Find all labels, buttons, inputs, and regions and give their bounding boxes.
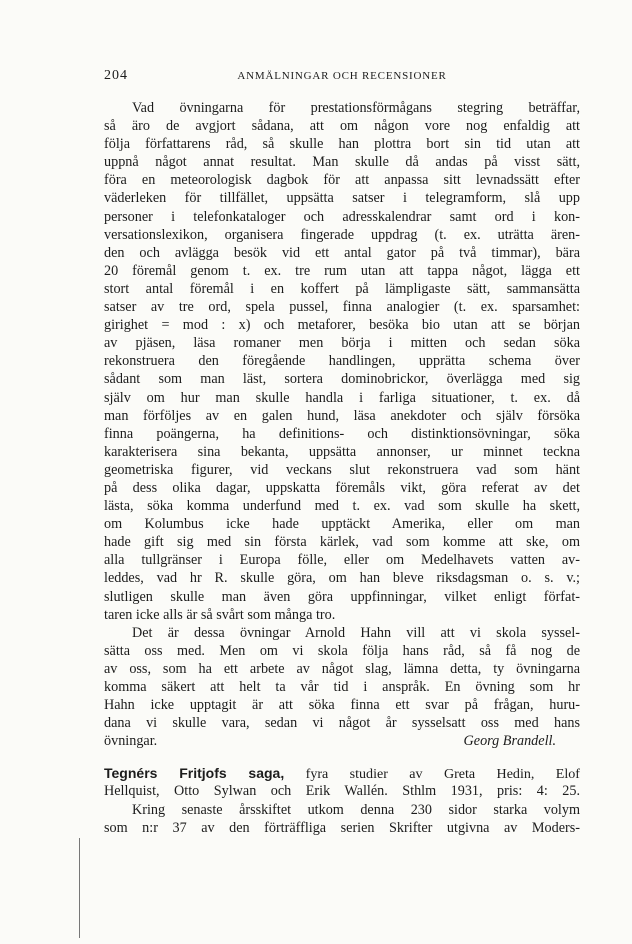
text-line-with-signature (104, 732, 580, 750)
text-line: girighet = mod : x) och metaforer, besöka bio utan att se början (104, 317, 580, 334)
text-line: om Kolumbus icke hade upptäckt Amerika, eller om man (104, 516, 580, 533)
running-title: ANMÄLNINGAR OCH RECENSIONER (237, 70, 447, 82)
book-authors: fyra studier av Greta Hedin, Elof (305, 766, 580, 783)
text-line: så äro de avgjort sådana, att om någon vore nog enfaldig att (104, 118, 580, 135)
text-line: hade gift sig med sin första kärlek, vad som komme att ske, om (104, 534, 580, 551)
text-line: man förföljes av en galen hund, läsa anekdoter och själv försöka (104, 407, 580, 424)
text-line: personer i telefonkataloger och adresskalendrar samt ord i kon- (104, 208, 580, 225)
text-line: karakterisera sina bekanta, uppsätta annonser, ur minnet teckna (104, 443, 580, 460)
text-line: väderleken för tillfället, uppsätta satser i telegramform, slå upp (104, 190, 580, 207)
text-line: själv om hur man skulle handla i farliga situationer, t. ex. då (104, 389, 580, 406)
section-gap (104, 750, 580, 764)
text-line: versationslexikon, organisera fingerade uppdrag (t. ex. uträtta ären- (104, 226, 580, 243)
text-line: sätta oss med. Men om vi skola följa hans råd, så få nog de (104, 642, 580, 659)
reviewer-signature: Georg Brandell. (463, 733, 556, 750)
review-heading-line (104, 764, 580, 782)
book-title: Tegnérs Fritjofs saga, (104, 765, 285, 782)
text-line: den och avlägga besök vid ett antal gator på två timmar), bära (104, 244, 580, 261)
text-line: Hahn icke upptagit är att söka finna ett svar på frågan, huru- (104, 697, 580, 714)
text-line: av oss, som ha ett arbete av något slag, lämna detta, ty övningarna (104, 660, 580, 677)
page-text (104, 99, 580, 837)
text-line: leddes, vad hr R. skulle göra, om han bleve riksdagsman o. s. v.; (104, 570, 580, 587)
text-line: som n:r 37 av den förträffliga serien Skrifter utgivna av Moders- (104, 819, 580, 836)
text-line: av pjäsen, läsa romaner men börja i mitten och sedan söka (104, 335, 580, 352)
text-line: lästa, söka komma underfund med t. ex. vad som skulle ha skett, (104, 498, 580, 515)
page-number: 204 (104, 68, 128, 83)
text-line: Vad övningarna för prestationsförmågans stegring beträffar, (132, 100, 580, 116)
book-imprint: Hellquist, Otto Sylwan och Erik Wallén. Sthlm 1931, pris: 4: 25. (104, 783, 580, 800)
text-line: alla tullgränser i Europa fölle, eller om Medelhavets vatten av- (104, 552, 580, 569)
text-line: 20 föremål genom t. ex. tre rum utan att tappa något, lägga ett (104, 262, 580, 279)
text-line: satser av tre ord, spela pussel, finna analogier (t. ex. sparsamhet: (104, 299, 580, 316)
text-line: geometriska figurer, vid veckans slut rekonstruera vad som hänt (104, 461, 580, 478)
text-line: dana vi skulle vara, sedan vi något år sysselsatt oss med hans (104, 715, 580, 732)
text-line: komma säkert att helt ta vår tid i anspråk. En övning som hr (104, 679, 580, 695)
text-line: sådant som man läst, sortera dominobrickor, överlägga med sig (104, 371, 580, 388)
review-brandell (104, 99, 580, 750)
paragraph-conclusion (104, 624, 580, 751)
text-line: på dess olika dagar, uppskatta föremåls vikt, göra referat av det (104, 479, 580, 496)
text-line: taren icke alls är så svårt som många tro. (104, 606, 336, 623)
text-line: rekonstruera den föregående handlingen, upprätta schema över (104, 353, 580, 370)
paragraph-exercises (104, 99, 580, 624)
text-line: uppnå något annat resultat. Man skulle då andas på visst sätt, (104, 154, 580, 171)
margin-rule (79, 838, 80, 938)
text-line: Kring senaste årsskiftet utkom denna 230 sidor starka volym (132, 801, 580, 818)
text-line: slutligen skulle man även göra uppfinningar, vilket enligt förfat- (104, 588, 580, 605)
running-header (104, 68, 580, 86)
text-line: följa författarens råd, så skulle han plottra bort sin tid utan att (104, 136, 580, 153)
text-line: finna poängerna, ha definitions- och distinktionsövningar, söka (104, 425, 580, 442)
text-line: Det är dessa övningar Arnold Hahn vill att vi skola syssel- (132, 624, 580, 641)
review-fritjofs-saga (104, 764, 580, 836)
text-line: stort antal föremål i en koffert på lämpligaste sätt, sammansätta (104, 280, 580, 297)
text-line: föra en meteorologisk dagbok för att anpassa sitt levnadssätt efter (104, 172, 580, 189)
text-line-end: övningar. (104, 733, 158, 750)
